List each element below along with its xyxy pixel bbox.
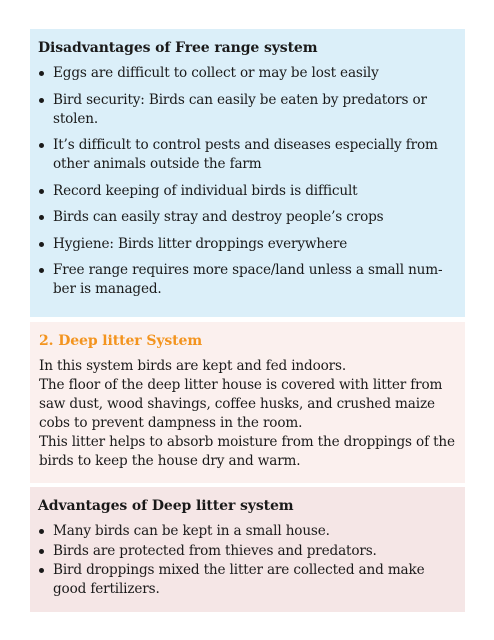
list-item: Many birds can be kept in a small house. (38, 522, 455, 541)
disadvantages-list (38, 64, 455, 299)
list-item: It’s difficult to control pests and diseases especially from other animals outside the farm (38, 136, 455, 174)
deep-litter-paragraph: This litter helps to absorb moisture from the droppings of the birds to keep the house dry and warm. (39, 434, 455, 469)
list-item: Bird security: Birds can easily be eaten by predators or stolen. (38, 91, 455, 129)
deep-litter-title: 2. Deep litter System (39, 333, 203, 349)
list-item: Record keeping of individual birds is difficult (38, 182, 455, 201)
list-item: Birds are protected from thieves and predators. (38, 542, 455, 561)
deep-litter-paragraph: The floor of the deep litter house is covered with litter from saw dust, wood shavings, coffee husks, and crushed maize cobs to prevent dampness in the room. (39, 377, 443, 431)
list-item: Bird droppings mixed the litter are collected and make good fertilizers. (38, 561, 455, 599)
list-item: Birds can easily stray and destroy people’s crops (38, 208, 455, 227)
advantages-title: Advantages of Deep litter system (38, 498, 294, 514)
advantages-box (30, 487, 465, 612)
deep-litter-paragraph: In this system birds are kept and fed indoors. (39, 358, 346, 374)
disadvantages-box (30, 29, 465, 317)
advantages-list (38, 522, 455, 599)
deep-litter-box (30, 322, 465, 483)
disadvantages-title: Disadvantages of Free range system (38, 40, 318, 56)
list-item: Eggs are difficult to collect or may be lost easily (38, 64, 455, 83)
list-item: Hygiene: Birds litter droppings everywhere (38, 235, 455, 254)
list-item: Free range requires more space/land unless a small number is managed. (38, 261, 455, 299)
